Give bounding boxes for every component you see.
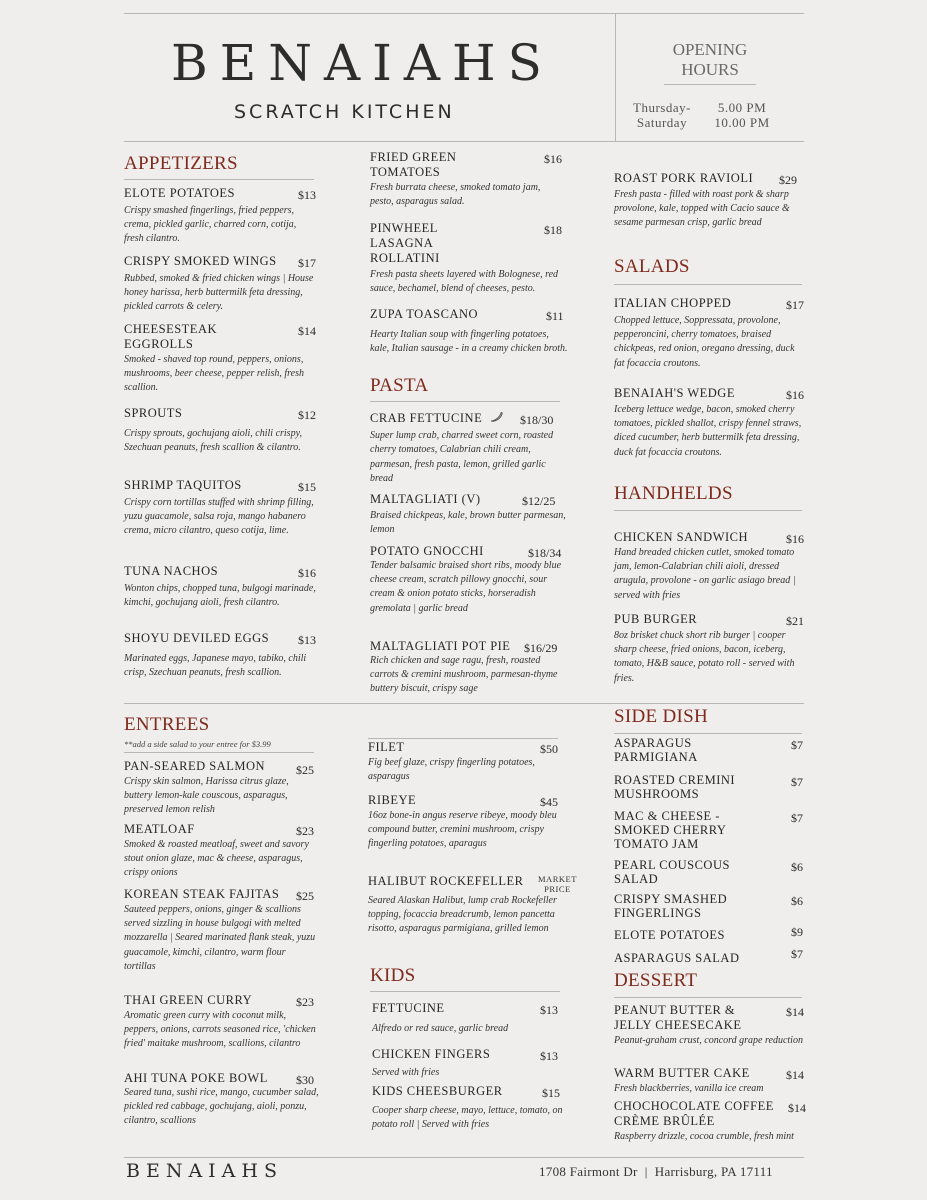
- item-name: PEANUT BUTTER & JELLY CHEESECAKE: [614, 1003, 742, 1032]
- entrees-title: ENTREES: [124, 714, 210, 735]
- item-price: $13: [298, 633, 316, 647]
- menu-item: [614, 1066, 806, 1096]
- item-desc: Alfredo or red sauce, garlic bread: [372, 1023, 509, 1034]
- item-price: $12: [298, 408, 316, 422]
- item-desc: Seared Alaskan Halibut, lump crab Rockefeller topping, focaccia breadcrumb, lemon pancetta risotto, asparagus parmigiana, grilled lemon: [368, 895, 557, 935]
- menu-item: [372, 1047, 567, 1080]
- item-price: $14: [788, 1101, 806, 1115]
- item-name: CHEESESTEAK EGGROLLS: [124, 322, 217, 351]
- menu-item: [124, 631, 316, 680]
- item-desc: 16oz bone-in angus reserve ribeye, moody bleu compound butter, cremini mushroom, crispy fingerling potatoes, aparagus: [368, 810, 557, 850]
- item-price: $7: [791, 811, 803, 825]
- menu-item: [370, 307, 570, 356]
- menu-item: [368, 740, 563, 784]
- market-price-line1: MARKET: [538, 874, 577, 884]
- item-name: TUNA NACHOS: [124, 564, 219, 578]
- item-price: $14: [786, 1005, 804, 1019]
- item-name: CRISPY SMASHED FINGERLINGS: [614, 892, 728, 920]
- side-item: [614, 892, 804, 920]
- item-desc: Braised chickpeas, kale, brown butter parmesan, lemon: [370, 510, 566, 536]
- hours-title-line2: HOURS: [681, 60, 739, 79]
- menu-item: [124, 887, 319, 974]
- item-desc: Fresh pasta sheets layered with Bolognese, red sauce, bechamel, blend of cheeses, pesto.: [370, 269, 559, 295]
- menu-item: [124, 759, 319, 818]
- item-name: ELOTE POTATOES: [614, 928, 725, 942]
- item-price: $16/29: [524, 641, 558, 655]
- menu-item: [614, 1099, 806, 1144]
- item-desc: Cooper sharp cheese, mayo, lettuce, tomato, on potato roll | Served with fries: [372, 1105, 563, 1131]
- item-desc: Hand breaded chicken cutlet, smoked tomato jam, lemon-Calabrian chili aioli, dressed arugula, provolone - on garlic asiago bread | served with fries: [614, 547, 796, 601]
- item-price: $29: [779, 173, 797, 187]
- entrees-note: **add a side salad to your entree for $3.99: [124, 739, 271, 749]
- side-item: [614, 773, 804, 801]
- item-price: $11: [546, 309, 564, 323]
- item-desc: Rubbed, smoked & fried chicken wings | House honey harissa, herb buttermilk feta dressing, pickled carrots & celery.: [124, 273, 314, 313]
- item-desc: Seared tuna, sushi rice, mango, cucumber salad, pickled red cabbage, gochujang, aioli, ponzu, cilantro, scallions: [124, 1087, 319, 1127]
- item-desc: Fresh blackberries, vanilla ice cream: [614, 1083, 764, 1094]
- menu-item: [368, 793, 568, 852]
- item-price: $13: [540, 1049, 558, 1063]
- item-price: $18: [544, 223, 562, 237]
- menu-item: [614, 612, 806, 686]
- item-desc: Tender balsamic braised short ribs, moody blue cheese cream, scratch pillowy gnocchi, sour cream & onion potato sticks, horseradish gremolata | garlic bread: [370, 560, 562, 614]
- menu-item: [124, 186, 316, 247]
- pasta-title: PASTA: [370, 375, 429, 396]
- item-desc: Smoked - shaved top round, peppers, onions, mushrooms, beer cheese, pepper relish, fresh scallion.: [124, 354, 304, 394]
- menu-item: [124, 564, 316, 610]
- item-desc: Raspberry drizzle, cocoa crumble, fresh mint: [614, 1131, 794, 1142]
- item-name: ITALIAN CHOPPED: [614, 296, 732, 310]
- item-price: $50: [540, 742, 558, 756]
- item-price: $45: [540, 795, 558, 809]
- item-price: $18/30: [520, 413, 554, 427]
- menu-item: [370, 411, 570, 486]
- menu-item: [370, 150, 562, 209]
- item-name: MEATLOAF: [124, 822, 195, 836]
- item-desc: Served with fries: [372, 1067, 440, 1078]
- item-price: $13: [298, 188, 316, 202]
- item-name: AHI TUNA POKE BOWL: [124, 1071, 268, 1085]
- item-name: ROASTED CREMINI MUSHROOMS: [614, 773, 736, 801]
- hours-close: 10.00 PM: [714, 115, 770, 130]
- menu-item: [614, 1003, 806, 1048]
- item-name: CRISPY SMOKED WINGS: [124, 254, 277, 268]
- hours-days-2: Saturday: [636, 115, 688, 130]
- item-name: FILET: [368, 740, 405, 754]
- item-price: $6: [791, 894, 803, 908]
- item-desc: Sauteed peppers, onions, ginger & scallions served sizzling in house bulgogi with melted mozzarella | Seared marinated flank steak, yuzu guacamole, kimchi, cilantro, warm flour tortillas: [124, 904, 316, 972]
- item-desc: Super lump crab, charred sweet corn, roasted cherry tomatoes, Calabrian chili cream, parmesan, fresh pasta, lemon, grilled garlic bread: [370, 430, 554, 484]
- item-name: ROAST PORK RAVIOLI: [614, 171, 754, 185]
- item-price: $18/34: [528, 546, 562, 560]
- item-price: $7: [791, 947, 803, 961]
- hours-open: 5.00 PM: [717, 100, 767, 115]
- item-price: $14: [786, 1068, 804, 1082]
- item-name: PINWHEEL LASAGNA ROLLATINI: [370, 221, 440, 265]
- item-price: $23: [296, 824, 314, 838]
- item-name: FETTUCINE: [372, 1001, 445, 1015]
- item-desc: Fresh burrata cheese, smoked tomato jam, pesto, asparagus salad.: [370, 182, 541, 208]
- item-desc: Crispy corn tortillas stuffed with shrimp filling, yuzu guacamole, salsa roja, mango habanero crema, micro cilantro, queso cotija, lime.: [124, 497, 314, 537]
- item-price: $16: [298, 566, 316, 580]
- item-price: $6: [791, 860, 803, 874]
- item-desc: Crispy skin salmon, Harissa citrus glaze, buttery lemon-kale couscous, asparagus, preserved lemon relish: [124, 776, 289, 816]
- item-price: $17: [786, 298, 804, 312]
- side-item: [614, 809, 804, 851]
- item-name: SHRIMP TAQUITOS: [124, 478, 242, 492]
- chili-pepper-icon: [489, 411, 503, 427]
- menu-item: [124, 254, 316, 315]
- menu-item: [372, 1084, 567, 1132]
- item-desc: Rich chicken and sage ragu, fresh, roasted carrots & cremini mushroom, parmesan-thyme buttery biscuit, crispy sage: [370, 655, 558, 695]
- menu-item: [614, 530, 806, 603]
- item-name: MAC & CHEESE - SMOKED CHERRY TOMATO JAM: [614, 809, 726, 851]
- hours-times: [712, 100, 772, 130]
- footer-brand: BENAIAHS: [126, 1160, 283, 1182]
- item-name: MALTAGLIATI POT PIE: [370, 639, 511, 653]
- item-price: $16: [786, 388, 804, 402]
- item-name: ELOTE POTATOES: [124, 186, 235, 200]
- menu-item: [614, 171, 804, 231]
- menu-item: [124, 322, 316, 396]
- menu-item: [614, 386, 806, 460]
- item-desc: Wonton chips, chopped tuna, bulgogi marinade, kimchi, gochujang aioli, fresh cilantro.: [124, 583, 316, 609]
- item-price: $17: [298, 256, 316, 270]
- side-item: [614, 947, 804, 965]
- item-name: SPROUTS: [124, 406, 183, 420]
- item-price: $30: [296, 1073, 314, 1087]
- item-name: KOREAN STEAK FAJITAS: [124, 887, 280, 901]
- item-name: ASPARAGUS PARMIGIANA: [614, 736, 698, 764]
- menu-item: [370, 544, 570, 616]
- menu-item: [124, 1071, 319, 1129]
- item-name: CHOCHOCOLATE COFFEE CRÈME BRÛLÉE: [614, 1099, 774, 1128]
- item-name: PAN-SEARED SALMON: [124, 759, 266, 773]
- item-price: $7: [791, 738, 803, 752]
- item-price: $23: [296, 995, 314, 1009]
- side-item: [614, 858, 804, 886]
- item-price: $13: [540, 1003, 558, 1017]
- item-price: $14: [298, 324, 316, 338]
- item-desc: Fig beef glaze, crispy fingerling potatoes, asparagus: [368, 757, 535, 783]
- menu-item: [124, 406, 316, 455]
- brand-title: BENAIAHS: [171, 34, 554, 92]
- item-desc: Marinated eggs, Japanese mayo, tabiko, chili crisp, Szechuan peanuts, fresh scallion.: [124, 653, 307, 679]
- menu-item: [124, 822, 319, 881]
- item-desc: Crispy smashed fingerlings, fried peppers, crema, pickled garlic, charred corn, cotija, fresh cilantro.: [124, 205, 297, 245]
- item-name: ZUPA TOASCANO: [370, 307, 479, 321]
- item-price: $12/25: [522, 494, 556, 508]
- handhelds-title: HANDHELDS: [614, 483, 733, 504]
- item-desc: Aromatic green curry with coconut milk, peppers, onions, carrots seasoned rice, 'chicken fried' maitake mushroom, scallions, cilantro: [124, 1010, 316, 1050]
- side-item: [614, 736, 804, 764]
- dessert-title: DESSERT: [614, 970, 698, 991]
- item-name: FRIED GREEN TOMATOES: [370, 150, 457, 179]
- market-price-line2: PRICE: [544, 884, 571, 894]
- item-desc: Hearty Italian soup with fingerling potatoes, kale, Italian sausage - in a creamy chicken broth.: [370, 329, 568, 355]
- item-name: PEARL COUSCOUS SALAD: [614, 858, 730, 886]
- item-name: KIDS CHEESBURGER: [372, 1084, 503, 1098]
- brand-subtitle: SCRATCH KITCHEN: [234, 101, 455, 123]
- appetizers-title: APPETIZERS: [124, 153, 238, 174]
- item-name-text: CRAB FETTUCINE: [370, 411, 483, 425]
- item-name: RIBEYE: [368, 793, 417, 807]
- item-price: $7: [791, 775, 803, 789]
- kids-title: KIDS: [370, 965, 416, 986]
- item-desc: Chopped lettuce, Soppressata, provolone, pepperoncini, cherry tomatoes, braised chickpeas, red onion, oregano dressing, duck fat focaccia croutons.: [614, 315, 795, 369]
- hours-days: [633, 100, 691, 130]
- item-name: ASPARAGUS SALAD: [614, 951, 740, 965]
- menu-item: [124, 478, 316, 539]
- item-name: HALIBUT ROCKEFELLER: [368, 874, 524, 888]
- footer-address: 1708 Fairmont Dr | Harrisburg, PA 17111: [539, 1164, 773, 1179]
- salads-title: SALADS: [614, 256, 690, 277]
- item-desc: Iceberg lettuce wedge, bacon, smoked cherry tomatoes, pickled shallot, crispy fennel straws, diced cucumber, herb buttermilk feta dressing, duck fat focaccia croutons.: [614, 404, 802, 458]
- menu-item: [370, 221, 570, 296]
- item-price: $15: [298, 480, 316, 494]
- item-desc: Smoked & roasted meatloaf, sweet and savory stout onion glaze, mac & cheese, asparagus, crispy onions: [124, 839, 309, 879]
- item-name: THAI GREEN CURRY: [124, 993, 253, 1007]
- item-name: PUB BURGER: [614, 612, 698, 626]
- item-desc: Peanut-graham crust, concord grape reduction: [614, 1035, 803, 1046]
- menu-item: [124, 993, 319, 1052]
- item-name: BENAIAH'S WEDGE: [614, 386, 735, 400]
- menu-item: [614, 296, 806, 371]
- side-dish-title: SIDE DISH: [614, 706, 709, 727]
- menu-item: [370, 492, 570, 537]
- item-name: SHOYU DEVILED EGGS: [124, 631, 270, 645]
- item-price: $16: [786, 532, 804, 546]
- hours-title-line1: OPENING: [672, 40, 748, 59]
- item-desc: Fresh pasta - filled with roast pork & sharp provolone, kale, topped with Cacio sauce & sesame parmesan crisp, garlic bread: [614, 189, 790, 229]
- side-item: [614, 925, 804, 942]
- item-price: $9: [791, 925, 803, 939]
- item-desc: 8oz brisket chuck short rib burger | cooper sharp cheese, fried onions, bacon, iceberg, tomato, H&B sauce, potato roll - served with fries.: [614, 630, 795, 684]
- opening-hours: [655, 40, 765, 80]
- item-name: WARM BUTTER CAKE: [614, 1066, 750, 1080]
- market-price: [538, 874, 577, 894]
- item-price: $21: [786, 614, 804, 628]
- hours-days-1: Thursday-: [633, 100, 691, 115]
- item-desc: Crispy sprouts, gochujang aioli, chili crispy, Szechuan peanuts, fresh scallion & cilantro.: [124, 428, 302, 454]
- item-price: $25: [296, 763, 314, 777]
- item-name: CHICKEN FINGERS: [372, 1047, 491, 1061]
- item-price: $16: [544, 152, 562, 166]
- item-name: CHICKEN SANDWICH: [614, 530, 749, 544]
- menu-item: [372, 1001, 567, 1036]
- item-name: POTATO GNOCCHI: [370, 544, 484, 558]
- item-price: $25: [296, 889, 314, 903]
- item-price: $15: [542, 1086, 560, 1100]
- menu-item: [370, 639, 570, 697]
- item-name: MALTAGLIATI (V): [370, 492, 481, 506]
